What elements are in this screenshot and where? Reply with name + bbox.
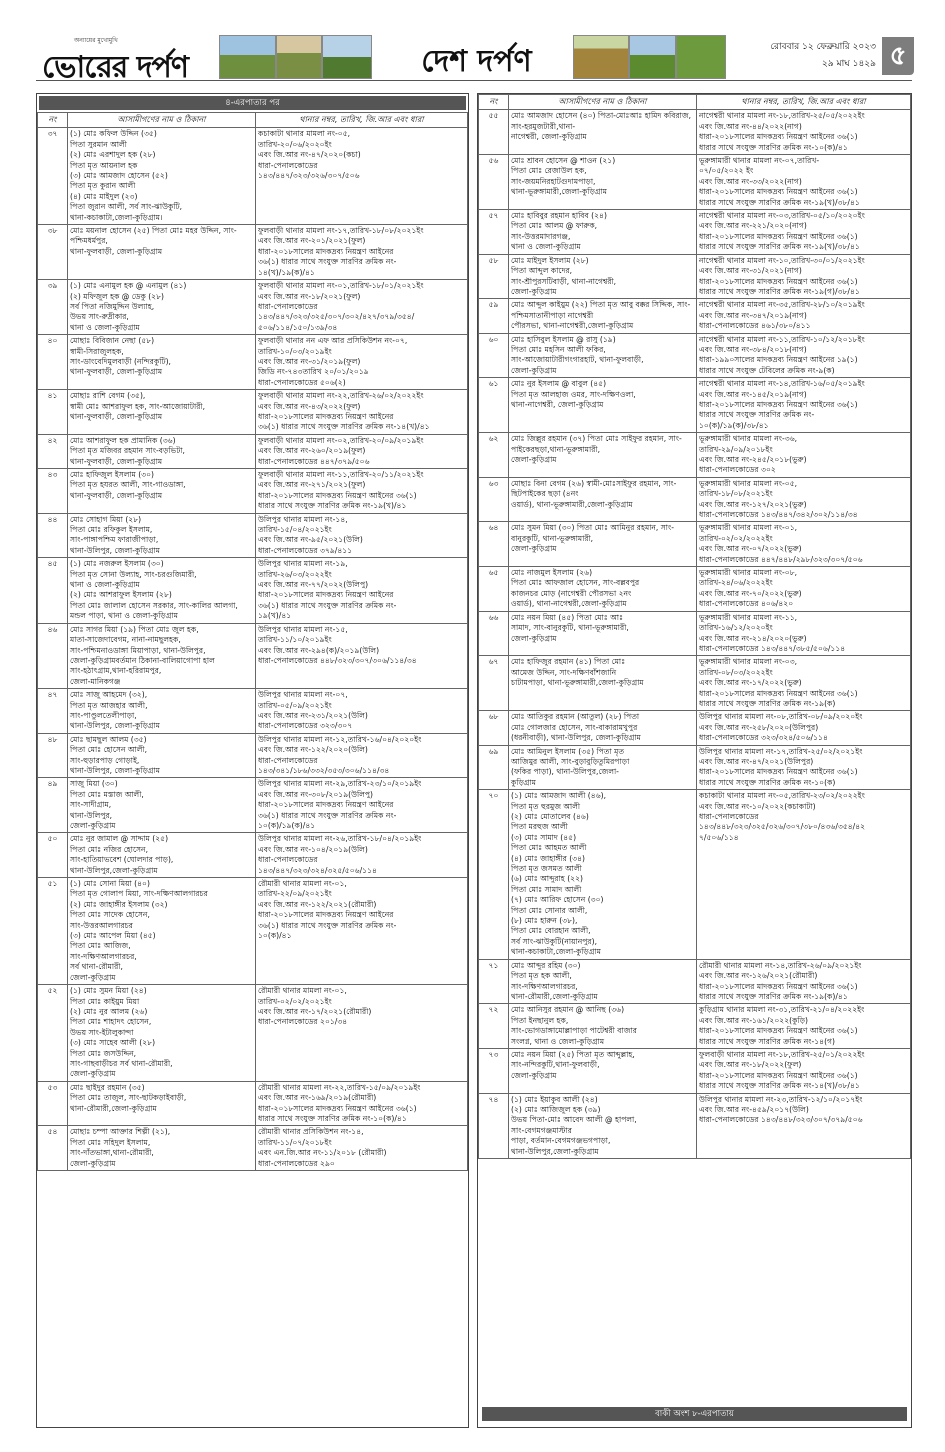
case-details: উলিপুর থানার মামলা নং-১৫, তারিখ-১১/১০/২০১৯ইং এবং জি.আর নং-২৯৪(ক)/২০১৯(উলি) ধারা-পেনালকোডের ৪৪৮/৩২৩/৩০৭/৩০৬/১১৪/৩৪: [256, 623, 468, 688]
row-number: ৫৫: [479, 110, 509, 155]
accused-names: মোঃ আশরাফুল হক প্রামানিক (৩৬) পিতা মৃত মজিবর রহমান সাং-বড়ভিটা, থানা-ফুলবাড়ী, জেলা-কুড়িগ্রাম: [68, 434, 256, 468]
case-details: নাগেশ্বরী থানার মামলা নং-১১,তারিখ-১০/১২/২০১৮ইং এবং জি.আর নং-৩৮৪/২০১৮(নাগ) ধারা-১৯৯০সালের মাদকদ্রব্য নিয়ন্ত্রণ আইনের ১৯(১) ধারার সাথে সংযুক্ত টেবিলের ক্রমিক নং-৯(ক): [697, 333, 911, 378]
case-details: কুড়িগ্রাম থানার মামলা নং-৩১,তারিখ-২১/০৪/২০২২ইং এবং জি.আর নং-১৬১/২০২২(কুড়ি) ধারা-২০১৮সালের মাদকদ্রব্য নিয়ন্ত্রণ আইনের ৩৬(১) ধারার সাথে সংযুক্ত সারণির ক্রমিক নং-১৪(গ): [697, 1004, 911, 1049]
row-number: ৫৩: [38, 1081, 68, 1126]
accused-names: (১) মোঃ সোনা মিয়া (৪০) পিতা মৃত গোলাপ মিয়া, সাং-দক্ষিণআলগারচর (২) মোঃ জাহাঙ্গীর ইসলাম (৩২) পিতা মোঃ সাদেক হোসেন, সাং-উত্তরআলগারচর (৩) মোঃ আপেল মিয়া (৪৫) পিতা মোঃ আজিজ, সাং-দক্ষিণআলগারচর, সর্ব থানা-রৌমারী, জেলা-কুড়িগ্রাম: [68, 878, 256, 985]
header-name: আসামীগণের নাম ও ঠিকানা: [68, 113, 256, 128]
table-row: [38, 225, 468, 280]
table-row: [38, 778, 468, 833]
case-details: কচাকাটা থানার মামলা নং-০৫, তারিখ-২০/০৬/২০২০ইং এবং জি.আর নং-৪৭/২০২০(কচা) ধারা-পেনালকোডের ১৪৩/৪৪৭/৩২৩/৩২৬/৩০৭/৫০৬: [256, 128, 468, 225]
header-no: নং: [38, 113, 68, 128]
row-number: ৬১: [479, 378, 509, 433]
accused-names: মোঃ নুর ইসলাম @ বাবুল (৪৫) পিতা মৃত আলহাজ ওমর, সাং-দক্ষিণওলা, থানা-নাগেশ্বরী, জেলা-কুড়িগ্রাম: [509, 378, 697, 433]
table-row: [479, 567, 911, 612]
row-number: ৭০: [479, 790, 509, 960]
table-row: [479, 522, 911, 567]
accused-names: মোঃ মাইদুল ইসলাম (২৮) পিতা আব্দুল কাদের, সাং-শ্রীপুরসটিবাড়ী, থানা-নাগেশ্বরী, জেলা-কুড়িগ্রাম: [509, 254, 697, 299]
case-details: ফুলবাড়ী থানার মামলা নং-২২,তারিখ-২৬/০২/২০২২ইং এবং জি.আর নং-৪৩/২০২২(ফুল) ধারা-২০১৮সালের মাদকদ্রব্য নিয়ন্ত্রণ আইনের ৩৬(১) ধারার সাথে সংযুক্ত সারণির ক্রমিক নং-১৪(খ)/৪১: [256, 390, 468, 435]
case-details: রৌমারী থানার মামলা নং-২২,তারিখ-১৫/০৯/২০১৯ইং এবং জি.আর নং-১৬৯/২০১৯(রৌমারী) ধারা-২০১৮সালের মাদকদ্রব্য নিয়ন্ত্রণ আইনের ৩৬(১) ধারার সাথে সংযুক্ত সারণির ক্রমিক নং-১০(ক)/৪১: [256, 1081, 468, 1126]
case-details: ভূরুঙ্গামারী থানার মামলা নং-০১, তারিখ-০২/০২/২০২২ইং এবং জি.আর নং-০৭/২০২২(ভুরু) ধারা-পেনালকোডের ৪৪৭/৪৪৮/২৯৮/৩২৩/৩০৭/৫০৬: [697, 522, 911, 567]
accused-names: মোঃ আব্দুর রহিম (৩০) পিতা মৃত হক আলী, সাং-দক্ষিণআলগারচর, থানা-রৌমারী,জেলা-কুড়িগ্রাম: [509, 959, 697, 1004]
table-header-row: [479, 95, 911, 110]
table-row: [38, 733, 468, 778]
accused-names: মোছাঃ বিনা বেগম (২৬) স্বামী-মোঃসাইফুর রহমান, সাং-ছিটপাইকের ছড়া (৪নং ওয়ার্ড), থানা-ভূরুঙ্গামারী,জেলা-কুড়িগ্রাম: [509, 477, 697, 522]
table-row: [38, 469, 468, 514]
table-row: [479, 711, 911, 745]
case-details: ভূরুঙ্গামারী থানার মামলা নং-০৭,তারিখ- ০৭/০৫/২০২২ ইং এবং জি.আর নং-৩৩/২০২২(নাগ) ধারা-২০১৮সালের মাদকদ্রব্য নিয়ন্ত্রণ আইনের ৩৬(১) ধারার সাথে সংযুক্ত সারণির ক্রমিক নং-১৯(খ)/৩৮/৪১: [697, 155, 911, 210]
case-details: নাগেশ্বরী থানার মামলা নং-১৮,তারিখ-২৫/০৫/২০২২ইং এবং জি.আর নং-৪৪/২০২২(নাগ) ধারা-২০১৮সালের মাদকদ্রব্য নিয়ন্ত্রণ আইনের ৩৬(১) ধারার সাথে সংযুক্ত সারণির ক্রমিক নং-১০(ক)/৪১: [697, 110, 911, 155]
table-row: [38, 623, 468, 688]
header-photo: [573, 35, 629, 79]
accused-names: (১) মোঃ কফিল উদ্দিন (৩৫) পিতা সুরমান আলী (২) মোঃ এরশাদুল হক (২৮) পিতা মৃত আয়নাল হক (৩) মোঃ আমজাদ হোসেন (৫২) পিতা মৃত কুরান আলী (৪) মোঃ মাইদুল (২৩) পিতা জুরান আলী, সর্ব সাং-ঝাউকুটি, থানা-কচাকাটা,জেলা-কুড়িগ্রাম।: [68, 128, 256, 225]
row-number: ৪৭: [38, 689, 68, 734]
case-details: ভূরুঙ্গামারী থানার মামলা নং-০৫, তারিখ-১৮/০৮/২০২১ইং এবং জি.আর নং-১২৭/২০২১(ভুরু) ধারা-পেনালকোডের ১৪৩/৪৪৭/৩৪২/৩০২/১১৪/৩৪: [697, 477, 911, 522]
accused-names: (১) মোঃ আমজাদ আলী (৪৬), পিতা মৃত হুরমুজ আলী (২) মোঃ মোতালেব (৪৬) পিতা মরহুজ আলী (৩) মোঃ সামাদ (৪৫) পিতা মোঃ আহমত আলী (৪) মোঃ জাহাঙ্গীর (৩৪) পিতা মৃত জসমত আলী (৬) মোঃ আব্দুরাহ (২২) পিতা মোঃ সামাদ আলী (৭) মোঃ আরিফ হোসেন (৩০) পিতা মোঃ সোনার আলী, (৮) মোঃ হারুন (৩৮), পিতা মোঃ বোরহান আলী, সর্ব সাং-ঝাউকুটি(নায়ানপুর), থানা-কচাকাটা,জেলা-কুড়িগ্রাম: [509, 790, 697, 960]
accused-names: মোছাঃ রাশি বেগম (৩৫), স্বামী মোঃ আশরাফুল হক, সাং-আজোয়াটারী, থানা-ফুলবাড়ী, জেলা-কুড়িগ্রাম: [68, 390, 256, 435]
table-row: [38, 1126, 468, 1171]
accused-names: (১) মোঃ ইয়াকুব আলী (২৪) (২) মোঃ আজিজুল হক (৩৯) উভয় পিতা-মোঃ আবেদ আলী @ হাপলা, সাং-বেগমগঞ্জমাস্টার পাড়া, বর্তমান-বেগমগঞ্জভগপাড়া, থানা-উলিপুর,জেলা-কুড়িগ্রাম: [509, 1093, 697, 1158]
header-divider: [36, 80, 912, 81]
case-details: উলিপুর থানার মামলা নং-২৩,তারিখ-১২/১০/২০১৭ইং এবং জি.আর নং-৪৫৯/২০১৭(উলি) ধারা-পেনালকোডের ১৪৩/৪৪৮/৩২৩/৩০৭/৩৭৯/৫০৬: [697, 1093, 911, 1158]
row-number: ৪২: [38, 434, 68, 468]
case-details: উলিপুর থানার মামলা নং-১২,তারিখ-১৬/০৪/২০২০ইং এবং জি.আর নং-১২২/২০২০(উলি) ধারা-পেনালকোডের ১৪৩/৩৪১/১৮৬/৩৩২/৩৫৩/৩০৬/১১৪/৩৪: [256, 733, 468, 778]
accused-names: মোঃ আনিসুর রহমান @ আনিছ (৩৬) পিতা ইনছানুল হক, সাং-ভোগডাঙ্গামোল্লাপাড়া পাটেশ্বরী বাজার সংলগ্ন, থানা ও জেলা-কুড়িগ্রাম: [509, 1004, 697, 1049]
date-bengali: ২৯ মাঘ ১৪২৯: [822, 59, 876, 69]
accused-names: (১) মোঃ এনামুল হক @ এনামুল (৪১) (২) মফিজুল হক @ ডেকু (২৮) সর্ব পিতা নজিমুদ্দিন উল্যাহ, উভয় সাং-রুদ্রীকার, থানা ও জেলা-কুড়িগ্রাম: [68, 280, 256, 335]
accused-names: মোঃ নয়ন মিয়া (২৫) পিতা মৃত আব্দুল্লাহ, সাং-নন্দিরকুটি,থানা-ফুলবাড়ী, জেলা-কুড়িগ্রাম: [509, 1048, 697, 1093]
case-details: উলিপুর থানার মামলা নং-১৪, তারিখ-১৫/০৪/২০২১ইং এবং জি.আর নং-৯৫/২০২১(উলি) ধারা-পেনালকোডের ৩৭৯/৪১১: [256, 513, 468, 558]
accused-names: মোঃ শ্রাবন হোসেন @ শাওন (২১) পিতা মোঃ রেজাউল হক, সাং-জয়মনিরহাটগুদামপাড়া, থানা-ভূরুঙ্গামারী,জেলা-কুড়িগ্রাম: [509, 155, 697, 210]
row-number: ৪৪: [38, 513, 68, 558]
accused-names: মোঃ নাজমুল ইসলাম (২৬) পিতা মোঃ আফজাল হোসেন, সাং-বল্লবপুর কাজনচর মোড় (নাগেশ্বরী পৌরসভা ২নং ওয়ার্ড), থানা-নাগেশ্বরী,জেলা-কুড়িগ্রাম: [509, 567, 697, 612]
table-row: [38, 280, 468, 335]
table-row: [38, 689, 468, 734]
accused-names: (১) মোঃ সুমন মিয়া (২৪) পিতা মোঃ কাইয়ুম মিয়া (২) মোঃ নুর আলম (২৬) পিতা মোঃ শাহাদৎ হোসেন, উভয় সাং-ইটালুকান্দা (৩) মোঃ সাহেব আলী (২৮) পিতা মোঃ জসউদ্দিন, সাং-গাছবাড়ীচর সর্ব থানা-রৌমারী, জেলা-কুড়িগ্রাম: [68, 985, 256, 1082]
table-row: [38, 128, 468, 225]
row-number: ৬০: [479, 333, 509, 378]
case-details: উলিপুর থানার মামলা নং-২৬,তারিখ-১৮/০৪/২০১৯ইং এবং জি.আর নং-১০৪/২০১৯(উলি) ধারা-পেনালকোডের ১৪৩/৪৪৭/৩২৩/৩২৪/৩২৫/৫০৬/১১৪: [256, 833, 468, 878]
row-number: ৬৩: [479, 477, 509, 522]
table-row: [479, 656, 911, 711]
case-details: ফুলবাড়ী থানার মামলা নং-০২,তারিখ-২০/০৯/২০১৯ইং এবং জি.আর নং-২৬০/২০১৯(ফুল) ধারা-পেনালকোডের ৪৪৭/৩৭৯/৫০৬: [256, 434, 468, 468]
case-details: রৌমারী থানার মামলা নং-১৪,তারিখ-২৬/০৯/২০২১ইং এবং জি.আর নং-১২৬/২০২১(রৌমারী) ধারা-২০১৮সালের মাদকদ্রব্য নিয়ন্ত্রণ আইনের ৩৬(১) ধারার সাথে সংযুক্ত সারণির ক্রমিক নং-১৯(ক)/৪১: [697, 959, 911, 1004]
accused-names: মোঃ হাফিজুল ইসলাম (৩০) পিতা মৃত হযরত আলী, সাং-গাওডাঙ্গা, থানা-ফুলবাড়ী, জেলা-কুড়িগ্রাম: [68, 469, 256, 514]
table-row: [479, 333, 911, 378]
table-row: [479, 1093, 911, 1158]
accused-names: মোছাঃ চম্পা আক্তার শিল্পী (২১), পিতা মোঃ সহিদুল ইসলাম, সাং-দাঁতভাঙ্গা,থানা-রৌমারী, জেলা-কুড়িগ্রাম: [68, 1126, 256, 1171]
accused-names: মোঃ ছাইদুর রহমান (৩৫) পিতা মোঃ তাজুল, সাং-ছাটকড়াইবাড়ী, থানা-রৌমারী,জেলা-কুড়িগ্রাম: [68, 1081, 256, 1126]
case-details: উলিপুর থানার মামলা নং-১৯, তারিখ-২৬/০৩/২০২২ইং এবং জি.আর নং-৭৭/২০২২(উলিপু) ধারা-২০১৮সালের মাদকদ্রব্য নিয়ন্ত্রণ আইনের ৩৬(১) ধারার সাথে সংযুক্ত সারণির ক্রমিক নং- ১৯(খ)/৪১: [256, 558, 468, 623]
row-number: ৪৮: [38, 733, 68, 778]
row-number: ৬৭: [479, 656, 509, 711]
case-details: নাগেশ্বরী থানার মামলা নং-১৪,তারিখ-১৬/০৫/২০১৯ইং এবং জি.আর নং-১৪৫/২০১৯(নাগ) ধারা-২০১৮সালের মাদকদ্রব্য নিয়ন্ত্রণ আইনের ৩৬(১) ধারার সাথে সংযুক্ত সারণির ক্রমিক নং- ১০(ক)/১৯(ক)/৩৮/৪১: [697, 378, 911, 433]
accused-names: মোঃ আতিকুর রহমান (আতুল) (২৮) পিতা মোঃ গোলজার হোসেন, সাং-বাকারামখুপুর (ধরনীবাড়ী), থানা-উলিপুর, জেলা-কুড়িগ্রাম: [509, 711, 697, 745]
accused-names: মোঃ হাবিবুর রহমান হাবিব (২৪) পিতা মোঃ আলম @ ফারুক, সাং-উত্তরমাদারগঞ্জ, থানা ও জেলা-কুড়িগ্রাম: [509, 210, 697, 255]
table-row: [479, 745, 911, 790]
row-number: ৬৯: [479, 745, 509, 790]
case-details: ভূরুঙ্গামারী থানার মামলা নং-১১, তারিখ-১৬/১২/২০২০ইং এবং জি.আর নং-২১৪/২০২০(ভুরু) ধারা-পেনালকোডের ১৪৩/৪৪৭/৩৮৫/৫০৬/১১৪: [697, 611, 911, 656]
table-header-row: [38, 113, 468, 128]
header-photo: [629, 35, 676, 79]
table-row: [38, 985, 468, 1082]
section-title: দেশ দর্পণ: [421, 44, 532, 79]
row-number: ৪১: [38, 390, 68, 435]
table-row: [38, 833, 468, 878]
case-details: ফুলবাড়ী থানার নন এফ আর প্রসিকিউশন নং-০৭, তারিখ-১০/০৩/২০১৯ইং এবং জি.আর নং-৩১/২০১৯(ফুল) জিডি নং-৭৪৩তারিখ ২০/০১/২০১৯ ধারা-পেনালকোডের ৫০৬(২): [256, 335, 468, 390]
row-number: ৬২: [479, 433, 509, 478]
row-number: ৩৮: [38, 225, 68, 280]
header-case: থানার নম্বর, তারিখ, জি.আর এবং ধারা: [256, 113, 468, 128]
accused-names: মোঃ নয়ন মিয়া (৪৫) পিতা মোঃ আঃ সামাদ, সাং-বানুরকুটি, থানা-ভূরুঙ্গামারী, জেলা-কুড়িগ্রাম: [509, 611, 697, 656]
accused-names: মোঃ ময়নাল হোসেন (২৫) পিতা মোঃ মহর উদ্দিন, সাং-পশ্চিমধর্মপুর, থানা-ফুলবাড়ী, জেলা-কুড়িগ্রাম: [68, 225, 256, 280]
table-row: [38, 1081, 468, 1126]
table-row: [479, 1048, 911, 1093]
header-photo: [322, 35, 372, 79]
right-column: [477, 93, 912, 1428]
row-number: ৫১: [38, 878, 68, 985]
row-number: ৫২: [38, 985, 68, 1082]
table-row: [479, 433, 911, 478]
accused-names: মোঃ আব্দুল কাইয়ুম (২২) পিতা মৃত আবু বক্কর সিদ্দিক, সাং-পশ্চিমসাতানীপাড়া নাগেশ্বরী পৌরসভা, থানা-নাগেশ্বরী,জেলা-কুড়িগ্রাম: [509, 299, 697, 333]
accused-names: মোঃ নুর জামাল @ সাদ্দাম (২৫) পিতা মোঃ নজির হোসেন, সাং-হাতিয়াভবেশ (ঘোলদার পাড়), থানা-উলিপুর,জেলা-কুড়িগ্রাম: [68, 833, 256, 878]
row-number: ৭২: [479, 1004, 509, 1049]
table-row: [479, 299, 911, 333]
case-details: নাগেশ্বরী থানার মামলা নং-৩৫,তারিখ-২৮/১০/২০১৯ইং এবং জি.আর নং-৩৪৭/২০১৯(নাগ) ধারা-পেনালকোডের ৪৬১/৩৮০/৪১১: [697, 299, 911, 333]
table-row: [38, 513, 468, 558]
row-number: ৫৪: [38, 1126, 68, 1171]
accused-names: (১) মোঃ নজরুল ইসলাম (৩০) পিতা মৃত সোনা উল্যাহ, সাং-চরগুজিমারী, থানা ও জেলা-কুড়িগ্রাম (২) মোঃ আশরাফুল ইসলাম (২৮) পিতা মোঃ জালাল হোসেন সরকার, সাং-কালির আলগা, মন্ডল পাড়া, থানা ও জেলা-কুড়িগ্রাম: [68, 558, 256, 623]
accused-names: মোঃ হাসিবুল ইসলাম @ রাসু (১৯) পিতা মোঃ মহসিন আলী ফকির, সাং-আজোয়াটারীগংগারহাট, থানা-ফুলবাড়ী, জেলা-কুড়িগ্রাম: [509, 333, 697, 378]
row-number: ৪৩: [38, 469, 68, 514]
logo-tagline: অন্যায়ের মুখোমুখি: [74, 37, 118, 44]
table-row: [479, 254, 911, 299]
accused-table-left: [37, 112, 468, 1171]
case-details: কচাকাটা থানার মামলা নং-০৫,তারিখ-২৩/০২/২০২২ইং এবং জি.আর নং-১০/২০২২(কচাকাটা) ধারা-পেনালকোডের ১৪৩/৪৪৮/৩২৩/৩২৫/৩২৬/৩০৭/৩৮০/৪৩৬/৩৫৪/৪২ ৭/৫০৬/১১৪: [697, 790, 911, 960]
left-column: [36, 93, 469, 1428]
table-row: [479, 611, 911, 656]
header-no: নং: [479, 95, 509, 110]
header-name: আসামীগণের নাম ও ঠিকানা: [509, 95, 697, 110]
row-number: ৫৬: [479, 155, 509, 210]
case-details: ফুলবাড়ী থানার মামলা নং-১৮,তারিখ-২৫/০১/২০২২ইং এবং জি.আর নং-১৮/২০২২(ফুল) ধারা-২০১৮সালের মাদকদ্রব্য নিয়ন্ত্রণ আইনের ৩৬(১) ধারার সাথে সংযুক্ত সারণির ক্রমিক নং-১৪(খ)/৩৮/৪১: [697, 1048, 911, 1093]
accused-names: মোঃ সুমন মিয়া (৩০) পিতা মোঃ আমিনুর রহমান, সাং-বানুরকুটি, থানা-ভূরুঙ্গামারী, জেলা-কুড়িগ্রাম: [509, 522, 697, 567]
table-row: [479, 1004, 911, 1049]
case-details: উলিপুর থানার মামলা নং-০৮,তারিখ-০৮/০৯/২০২০ইং এবং জি.আর নং-২৫৮/২০২০(উলিপুর) ধারা-পেনালকোডের ৩২৩/৩২৪/৫০৬/১১৪: [697, 711, 911, 745]
row-number: ৬৮: [479, 711, 509, 745]
case-details: ভূরুঙ্গামারী থানার মামলা নং-০৮, তারিখ-২৪/০৬/২০২২ইং এবং জি.আর নং-৭০/২০২২(ভুরু) ধারা-পেনালকোডের ৪০৬/৪২০: [697, 567, 911, 612]
header-case: থানার নম্বর, তারিখ, জি.আর এবং ধারা: [697, 95, 911, 110]
continued-from-label: ৪-এরপাতার পর: [39, 96, 466, 110]
case-details: নাগেশ্বরী থানার মামলা নং-১০,তারিখ-৩০/০১/২০২১ইং এবং জি.আর নং-৩১/২০২১(নাগ) ধারা-২০১৮সালের মাদকদ্রব্য নিয়ন্ত্রণ আইনের ৩৬(১) ধারার সাথে সংযুক্ত সারণির ক্রমিক নং-১৯(গ)/৩৮/৪১: [697, 254, 911, 299]
table-row: [479, 110, 911, 155]
page-number: ৫: [882, 37, 914, 75]
table-row: [479, 959, 911, 1004]
row-number: ৩৯: [38, 280, 68, 335]
case-details: উলিপুর থানার মামলা নং-১৭,তারিখ-২৫/০২/২০২১ইং এবং জি.আর নং-৪৭/২০২১(উলিপুর) ধারা-২০১৮সালের মাদকদ্রব্য নিয়ন্ত্রণ আইনের ৩৬(১) ধারার সাথে সংযুক্ত সারণির ক্রমিক নং-১০(ক): [697, 745, 911, 790]
row-number: ৫৮: [479, 254, 509, 299]
accused-names: সাজু মিয়া (৩০) পিতা মোঃ মস্তাজ আলী, সাং-সাদীগ্রাম, থানা-উলিপুর, জেলা-কুড়িগ্রাম: [68, 778, 256, 833]
case-details: ভূরুঙ্গামারী থানার মামলা নং-০৩, তারিখ-০৮/০৩/২০২২ইং এবং জি.আর নং-১৭/২০২২(ভুরু) ধারা-২০১৮সালের মাদকদ্রব্য নিয়ন্ত্রণ আইনের ৩৬(১) ধারার সাথে সংযুক্ত সারণির ক্রমিক নং-১৯(ক): [697, 656, 911, 711]
row-number: ৪০: [38, 335, 68, 390]
row-number: ৬৬: [479, 611, 509, 656]
continued-to-label: বাকী অংশ ৮-এরপাতায়: [482, 1407, 907, 1421]
logo-name: ভোরের দর্পণ: [42, 50, 188, 85]
row-number: ৭১: [479, 959, 509, 1004]
case-details: উলিপুর থানার মামলা নং-০৭, তারিখ-০৫/০৯/২০২১ইং এবং জি.আর নং-২৩১/২০২১(উলি) ধারা-পেনালকোডের ৩২৩/৩০৭: [256, 689, 468, 734]
accused-names: মোঃ ছামছুল আলম (৩৫) পিতা মোঃ হোসেন আলী, সাং-হুড়ারপাড় গোড়াই, থানা-উলিপুর, জেলা-কুড়িগ্রাম: [68, 733, 256, 778]
table-row: [479, 155, 911, 210]
accused-names: মোঃ আমিনুল ইসলাম (৩৫) পিতা মৃত আজিমুর আলী, সাং-বুড়াবুড়িতুমিরপাড়া (ফকির পাড়া), থানা-উলিপুর,জেলা- কুড়িগ্রাম: [509, 745, 697, 790]
table-row: [38, 434, 468, 468]
case-details: রৌমারী থানার প্রসিকিউশন নং-১৪, তারিখ-১১/০৭/২০১৮ইং এবং এন.জি.আর নং-১১/২০১৮ (রৌমারী) ধারা-পেনালকোডের ২৯০: [256, 1126, 468, 1171]
row-number: ৪৬: [38, 623, 68, 688]
header-photo: [219, 35, 276, 79]
newspaper-logo: [36, 33, 218, 85]
case-details: ভূরুঙ্গামারী থানার মামলা নং-৩৬, তারিখ-২৯/০৯/২০১৮ইং এবং জি.আর নং-২৪৫/২০১৮(ভুরু) ধারা-পেনালকোডের ৩০২: [697, 433, 911, 478]
accused-names: মোঃ সোহাগ মিয়া (২৮) পিতা মোঃ রফিকুল ইসলাম, সাং-পাঙ্গাপশ্চিম ফারাজীপাড়া, থানা-উলিপুর, জেলা-কুড়িগ্রাম: [68, 513, 256, 558]
table-row: [38, 878, 468, 985]
table-row: [479, 210, 911, 255]
table-row: [38, 335, 468, 390]
table-row: [479, 477, 911, 522]
case-details: নাগেশ্বরী থানার মামলা নং-০৩,তারিখ-০৫/১০/২০২০ইং এবং জি.আর নং-২২১/২০২০(নাগ) ধারা-২০১৮সালের মাদকদ্রব্য নিয়ন্ত্রণ আইনের ৩৬(১) ধারার সাথে সংযুক্ত সারণির ক্রমিক নং-১৯(খ)/৩৮/৪১: [697, 210, 911, 255]
header-photo: [276, 35, 322, 79]
row-number: ৫০: [38, 833, 68, 878]
masthead: [36, 33, 912, 85]
row-number: ৬৪: [479, 522, 509, 567]
case-details: ফুলবাড়ী থানার মামলা নং-১৭,তারিখ-১৮/০৮/২০২১ইং এবং জি.আর নং-২০১/২০২১(ফুল) ধারা-২০১৮সালের মাদকদ্রব্য নিয়ন্ত্রণ আইনের ৩৬(১) ধারার সাথে সংযুক্ত সারণির ক্রমিক নং- ১৪(খ)/১৯(ক)/৪১: [256, 225, 468, 280]
table-row: [479, 378, 911, 433]
row-number: ৩৭: [38, 128, 68, 225]
row-number: ৬৫: [479, 567, 509, 612]
case-details: উলিপুর থানার মামলা নং-২৯,তারিখ-২৩/১০/২০১৯ইং এবং জি.আর নং-৩০৮/২০১৯(উলিপু) ধারা-২০১৮সালের মাদকদ্রব্য নিয়ন্ত্রণ আইনের ৩৬(১) ধারার সাথে সংযুক্ত সারণির ক্রমিক নং- ১০(ক)/১৯(ক)/৪১: [256, 778, 468, 833]
table-row: [479, 790, 911, 960]
row-number: ৫৯: [479, 299, 509, 333]
case-details: রৌমারী থানার মামলা নং-০১, তারিখ-০২/০২/২০২১ইং এবং জি.আর নং-১৭/২০২১(রৌমারী) ধারা-পেনালকোডের ২০১/৩৪: [256, 985, 468, 1082]
accused-names: মোঃ জিল্লুর রহমান (৩৭) পিতা মোঃ সাইফুর রহমান, সাং-পাইকেরছড়া,থানা-ভূরুঙ্গামারী, জেলা-কুড়িগ্রাম: [509, 433, 697, 478]
accused-names: মোঃ সাগর মিয়া (১৯) পিতা মোঃ জুল হক, মাতা-সাজেদাবেগম, নানা-নামছুলহক, সাং-পশ্চিমনাওডাঙ্গা মিয়াপাড়া, থানা-উলিপুর, জেলা-কুড়িগ্রামবর্তমান ঠিকানা-বালিয়াগোপা হাল সাং-হঠাৎগ্রাম,থানা-হরিরামপুর, জেলা-মানিকগঞ্জ: [68, 623, 256, 688]
row-number: ৭৩: [479, 1048, 509, 1093]
case-details: ফুলবাড়ী থানার মামলা নং-১১,তারিখ-২০/১১/২০২১ইং এবং জি.আর নং-২৭১/২০২১(ফুল) ধারা-২০১৮সালের মাদকদ্রব্য নিয়ন্ত্রণ আইনের ৩৬(১) ধারার সাথে সংযুক্ত সারণির ক্রমিক নং-১৯(খ)/৪১: [256, 469, 468, 514]
accused-table-right: [478, 94, 911, 1159]
accused-names: মোঃ হাফিজুর রহমান (৪১) পিতা মোঃ আমেজ উদ্দিন, সাং-দক্ষিণবাঁশজানি চাটামপাড়া, থানা-ভূরুঙ্গামারী,জেলা-কুড়িগ্রাম: [509, 656, 697, 711]
issue-date: [726, 39, 876, 73]
case-details: ফুলবাড়ী থানার মামলা নং-০১,তারিখ-১৮/০১/২০২১ইং এবং জি.আর নং-১৮/২০২১(ফুল) ধারা-পেনালকোডের ১৪৩/৪৪৭/৩২৩/৩২৫/৩০৭/৩০২/৪২৭/৩৭৯/৩৫৪/ ৫০৬/১১৪/১৫০/১৩৯/৩৪: [256, 280, 468, 335]
accused-names: মোঃ সাজু আহমেদ (৩২), পিতা মৃত আজহার আলী, সাং-পাণ্ডুলতেলীপাড়া, থানা-উলিপুর, জেলা-কুড়িগ্রাম: [68, 689, 256, 734]
date-gregorian: রোববার ১২ ফেব্রুয়ারি ২০২৩: [770, 42, 876, 52]
header-photo: [676, 35, 726, 79]
table-row: [38, 558, 468, 623]
case-details: রৌমারী থানার মামলা নং-০১, তারিখ-২২/০৯/২০২১ইং এবং জি.আর নং-১২২/২০২১(রৌমারী) ধারা-২০১৮সালের মাদকদ্রব্য নিয়ন্ত্রণ আইনের ৩৬(১) ধারার সাথে সংযুক্ত সারণির ক্রমিক নং- ১০(ক)/৪১: [256, 878, 468, 985]
table-row: [38, 390, 468, 435]
accused-names: মোঃ আমজাদ হোসেন (৪০) পিতা-মোঃআঃ হামিদ কবিরাজ, সাং-হরমুজটারী,থানা- নাগেশ্বরী, জেলা-কুড়িগ্রাম: [509, 110, 697, 155]
row-number: ৪৫: [38, 558, 68, 623]
row-number: ৪৯: [38, 778, 68, 833]
row-number: ৭৪: [479, 1093, 509, 1158]
row-number: ৫৭: [479, 210, 509, 255]
accused-names: মোছাঃ বিবিজান নেছা (৫৮) স্বামী-সিরাজুলহক, সাং-ডাংবেদিমুলবাড়ী (নন্দিরকুটি), থানা-ফুলবাড়ী, জেলা-কুড়িগ্রাম: [68, 335, 256, 390]
